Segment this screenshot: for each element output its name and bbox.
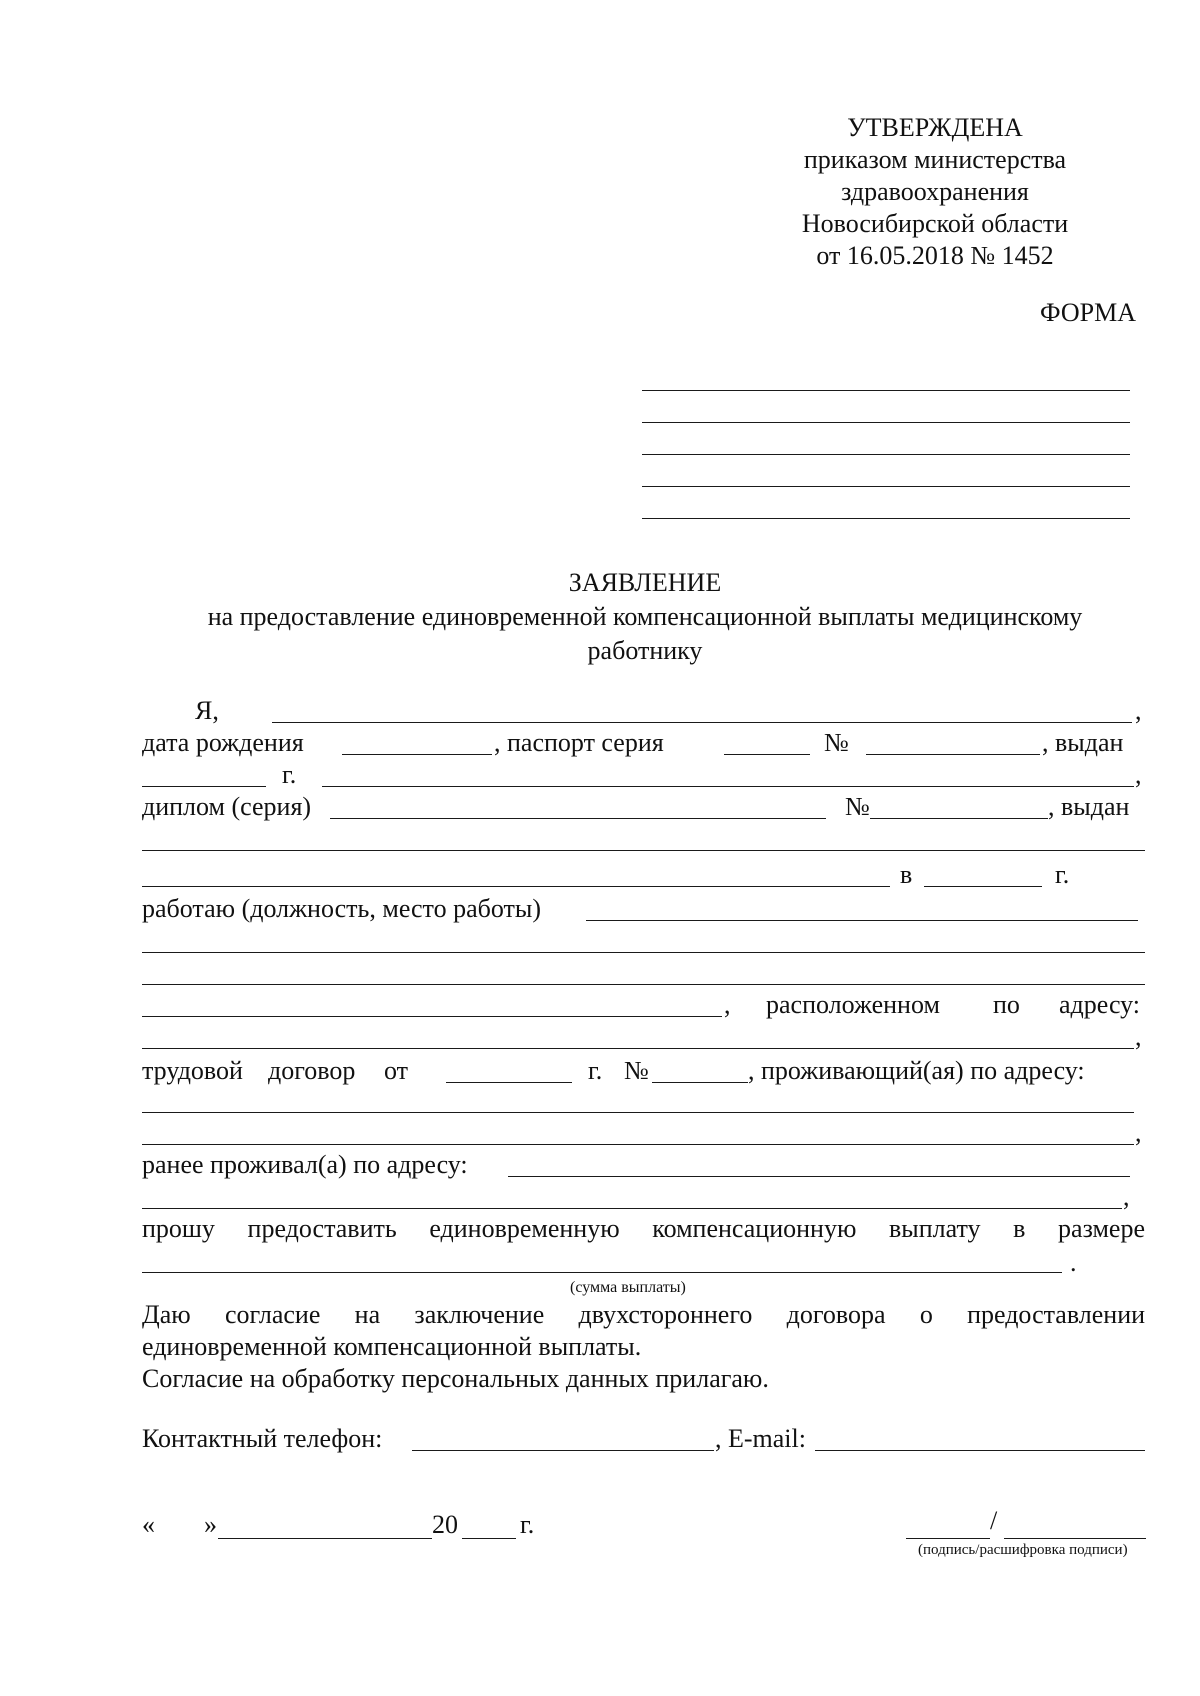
signature-caption: (подпись/расшифровка подписи): [918, 1542, 1128, 1558]
diploma-number-field[interactable]: [870, 818, 1048, 819]
contract-word-3: от: [384, 1056, 409, 1085]
document-subtitle-line-1: на предоставление единовременной компенсационной выплаты медицинскому: [207, 602, 1083, 631]
passport-number-sign: №: [824, 728, 849, 757]
consent-word: заключение: [414, 1300, 545, 1329]
consent-word: предоставлении: [967, 1300, 1146, 1329]
year-label: г.: [588, 1056, 603, 1085]
date-month-field[interactable]: [218, 1538, 432, 1539]
previous-address-label: ранее проживал(а) по адресу:: [142, 1150, 468, 1179]
passport-series-field[interactable]: [724, 754, 810, 755]
approval-block: [780, 112, 1090, 272]
consent-word: Даю: [142, 1300, 191, 1329]
consent-word: согласие: [224, 1300, 321, 1329]
approval-line-1: приказом министерства: [803, 145, 1067, 174]
diploma-number-sign: №: [845, 792, 870, 821]
comma: ,: [1135, 696, 1142, 725]
request-word: компенсационную: [652, 1214, 857, 1243]
previous-address-field-2[interactable]: [142, 1208, 1122, 1209]
passport-series-label: , паспорт серия: [494, 728, 664, 757]
amount-caption: (сумма выплаты): [570, 1279, 686, 1296]
in-label: в: [900, 860, 913, 889]
work-field[interactable]: [586, 920, 1138, 921]
request-word: прошу: [142, 1214, 215, 1243]
signature-slash: /: [990, 1506, 998, 1535]
birth-date-label: дата рождения: [142, 728, 304, 757]
comma: ,: [724, 990, 731, 1019]
payment-amount-field[interactable]: [142, 1272, 1062, 1273]
contract-word-1: трудовой: [142, 1056, 243, 1085]
phone-field[interactable]: [412, 1450, 714, 1451]
year-prefix: 20: [432, 1510, 458, 1539]
contract-number-field[interactable]: [652, 1082, 748, 1083]
year-suffix: г.: [520, 1510, 535, 1539]
passport-issued-label: , выдан: [1042, 728, 1124, 757]
quote-close: »: [204, 1510, 217, 1539]
consent-line-2: единовременной компенсационной выплаты.: [142, 1332, 642, 1361]
request-word: единовременную: [429, 1214, 620, 1243]
consent-word: двухстороннего: [578, 1300, 753, 1329]
previous-address-field[interactable]: [508, 1176, 1130, 1177]
located-word-2: по: [993, 990, 1020, 1019]
consent-line-1: [142, 1302, 1145, 1328]
diploma-issued-by-field-2[interactable]: [142, 886, 890, 887]
signature-field[interactable]: [906, 1538, 990, 1539]
work-label: работаю (должность, место работы): [142, 894, 541, 923]
work-field-3[interactable]: [142, 984, 1145, 985]
addressee-line-4[interactable]: [642, 486, 1130, 487]
approval-line-2: здравоохранения: [841, 177, 1029, 206]
located-word-3: адресу:: [1059, 990, 1141, 1019]
addressee-line-3[interactable]: [642, 454, 1130, 455]
date-year-field[interactable]: [462, 1538, 516, 1539]
approval-line-4: от 16.05.2018 № 1452: [816, 241, 1054, 270]
work-address-field[interactable]: [142, 1048, 1134, 1049]
email-label: , E-mail:: [715, 1424, 806, 1453]
passport-number-field[interactable]: [866, 754, 1040, 755]
document-subtitle-line-2: работнику: [587, 636, 703, 665]
form-label: ФОРМА: [1040, 298, 1136, 327]
passport-issue-date-field[interactable]: [142, 786, 266, 787]
year-label: г.: [1055, 860, 1070, 889]
signature-transcript-field[interactable]: [1004, 1538, 1146, 1539]
request-word: предоставить: [247, 1214, 397, 1243]
comma: ,: [1135, 1022, 1142, 1051]
quote-open: «: [142, 1510, 155, 1539]
diploma-issued-label: , выдан: [1048, 792, 1130, 821]
full-name-field[interactable]: [272, 722, 1132, 723]
work-field-2[interactable]: [142, 952, 1145, 953]
approval-title: УТВЕРЖДЕНА: [847, 113, 1023, 142]
period: .: [1070, 1248, 1077, 1277]
residence-address-field-2[interactable]: [142, 1144, 1134, 1145]
consent-word: о: [919, 1300, 933, 1329]
request-line: [142, 1216, 1145, 1242]
consent-word: на: [354, 1300, 381, 1329]
phone-label: Контактный телефон:: [142, 1424, 383, 1453]
addressee-line-5[interactable]: [642, 518, 1130, 519]
birth-date-field[interactable]: [342, 754, 492, 755]
work-field-4[interactable]: [142, 1016, 722, 1017]
request-word: выплату: [889, 1214, 981, 1243]
diploma-series-label: диплом (серия): [142, 792, 312, 821]
request-word: размере: [1058, 1214, 1146, 1243]
passport-issued-by-field[interactable]: [322, 786, 1134, 787]
document-title: ЗАЯВЛЕНИЕ: [568, 568, 722, 597]
consent-word: договора: [786, 1300, 886, 1329]
contract-date-field[interactable]: [446, 1082, 572, 1083]
comma: ,: [1135, 1118, 1142, 1147]
diploma-issued-by-field[interactable]: [142, 850, 1145, 851]
year-label: г.: [282, 760, 297, 789]
comma: ,: [1123, 1182, 1130, 1211]
email-field[interactable]: [815, 1450, 1145, 1451]
diploma-year-field[interactable]: [924, 886, 1042, 887]
addressee-line-1[interactable]: [642, 390, 1130, 391]
diploma-series-field[interactable]: [330, 818, 826, 819]
contract-word-2: договор: [268, 1056, 356, 1085]
residence-address-field[interactable]: [142, 1112, 1134, 1113]
approval-line-3: Новосибирской области: [801, 209, 1069, 238]
comma: ,: [1135, 760, 1142, 789]
contract-number-sign: №: [624, 1056, 649, 1085]
addressee-line-2[interactable]: [642, 422, 1130, 423]
residing-label: , проживающий(ая) по адресу:: [748, 1056, 1085, 1085]
request-word: в: [1013, 1214, 1026, 1243]
ya-label: Я,: [195, 696, 219, 725]
consent-line-3: Согласие на обработку персональных данных прилагаю.: [142, 1364, 769, 1393]
located-word-1: расположенном: [766, 990, 940, 1019]
